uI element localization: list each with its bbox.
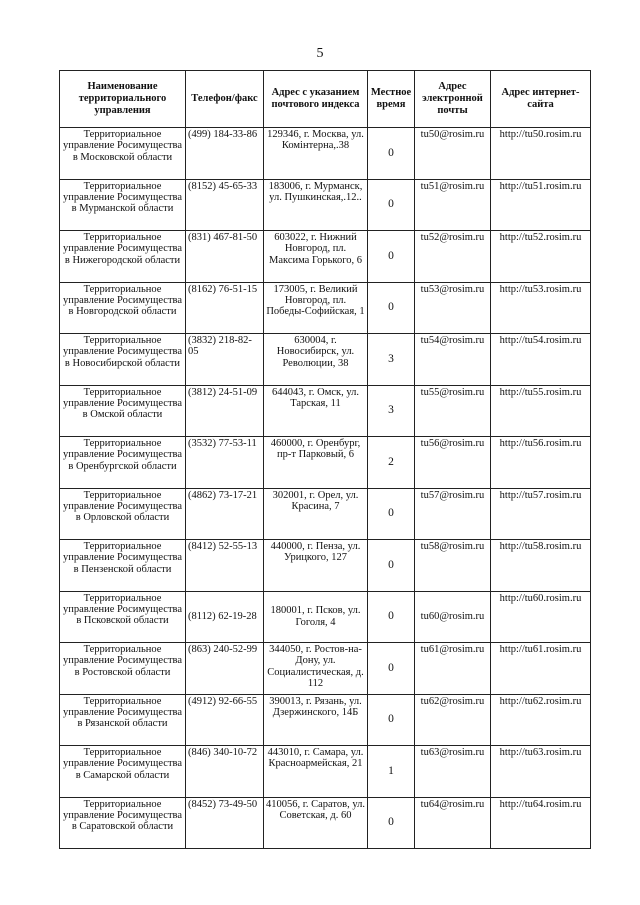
office-name: Территориальное управление Росимущества в Новгородской области (60, 282, 186, 334)
office-address: 129346, г. Москва, ул. Комінтерна,.38 (264, 128, 368, 180)
office-address: 644043, г. Омск, ул. Тарская, 11 (264, 385, 368, 437)
office-email: tu63@rosim.ru (415, 746, 491, 798)
office-phone: (3532) 77-53-11 (186, 437, 264, 489)
office-email: tu52@rosim.ru (415, 231, 491, 283)
office-local-time: 0 (368, 231, 415, 283)
office-address: 440000, г. Пенза, ул. Урицкого, 127 (264, 540, 368, 592)
header-local-time: Местное время (368, 71, 415, 128)
office-name: Территориальное управление Росимущества в Ростовской области (60, 643, 186, 695)
office-local-time: 0 (368, 643, 415, 695)
office-website: http://tu53.rosim.ru (491, 282, 591, 334)
table-row (60, 385, 591, 437)
office-website: http://tu60.rosim.ru (491, 591, 591, 643)
office-address: 180001, г. Псков, ул. Гоголя, 4 (264, 591, 368, 643)
office-email: tu50@rosim.ru (415, 128, 491, 180)
office-website: http://tu54.rosim.ru (491, 334, 591, 386)
office-website: http://tu55.rosim.ru (491, 385, 591, 437)
office-local-time: 3 (368, 334, 415, 386)
office-name: Территориальное управление Росимущества в Новосибирской области (60, 334, 186, 386)
office-local-time: 0 (368, 128, 415, 180)
office-name: Территориальное управление Росимущества в Орловской области (60, 488, 186, 540)
office-phone: (8152) 45-65-33 (186, 179, 264, 231)
office-phone: (8162) 76-51-15 (186, 282, 264, 334)
office-address: 183006, г. Мурманск, ул. Пушкинская,.12.. (264, 179, 368, 231)
table-row (60, 128, 591, 180)
table-row (60, 643, 591, 695)
office-local-time: 2 (368, 437, 415, 489)
office-local-time: 3 (368, 385, 415, 437)
office-website: http://tu51.rosim.ru (491, 179, 591, 231)
office-website: http://tu58.rosim.ru (491, 540, 591, 592)
territorial-offices-table (59, 70, 591, 849)
office-email: tu57@rosim.ru (415, 488, 491, 540)
office-phone: (831) 467-81-50 (186, 231, 264, 283)
office-name: Территориальное управление Росимущества в Омской области (60, 385, 186, 437)
office-website: http://tu62.rosim.ru (491, 694, 591, 746)
office-website: http://tu56.rosim.ru (491, 437, 591, 489)
office-name: Территориальное управление Росимущества в Нижегородской области (60, 231, 186, 283)
header-name: Наименование территориального управления (60, 71, 186, 128)
office-phone: (8112) 62-19-28 (186, 591, 264, 643)
office-phone: (4912) 92-66-55 (186, 694, 264, 746)
office-local-time: 0 (368, 540, 415, 592)
office-phone: (8452) 73-49-50 (186, 797, 264, 849)
office-name: Территориальное управление Росимущества в Рязанской области (60, 694, 186, 746)
table-row (60, 179, 591, 231)
header-row (60, 71, 591, 128)
header-phone: Телефон/факс (186, 71, 264, 128)
header-email: Адрес электронной почты (415, 71, 491, 128)
office-phone: (846) 340-10-72 (186, 746, 264, 798)
office-email: tu64@rosim.ru (415, 797, 491, 849)
office-phone: (4862) 73-17-21 (186, 488, 264, 540)
office-website: http://tu52.rosim.ru (491, 231, 591, 283)
office-email: tu51@rosim.ru (415, 179, 491, 231)
office-address: 603022, г. Нижний Новгород, пл. Максима Горького, 6 (264, 231, 368, 283)
table-row (60, 694, 591, 746)
office-phone: (499) 184-33-86 (186, 128, 264, 180)
office-address: 443010, г. Самара, ул. Красноармейская, 21 (264, 746, 368, 798)
office-phone: (3832) 218-82-05 (186, 334, 264, 386)
office-email: tu58@rosim.ru (415, 540, 491, 592)
office-name: Территориальное управление Росимущества в Псковской области (60, 591, 186, 643)
office-website: http://tu57.rosim.ru (491, 488, 591, 540)
table-header (60, 71, 591, 128)
office-local-time: 0 (368, 488, 415, 540)
office-phone: (863) 240-52-99 (186, 643, 264, 695)
table-row (60, 282, 591, 334)
office-address: 460000, г. Оренбург, пр-т Парковый, 6 (264, 437, 368, 489)
office-email: tu60@rosim.ru (415, 591, 491, 643)
office-name: Территориальное управление Росимущества в Мурманской области (60, 179, 186, 231)
table-row (60, 746, 591, 798)
office-name: Территориальное управление Росимущества в Московской области (60, 128, 186, 180)
office-email: tu54@rosim.ru (415, 334, 491, 386)
table-row (60, 231, 591, 283)
office-local-time: 0 (368, 797, 415, 849)
office-website: http://tu63.rosim.ru (491, 746, 591, 798)
header-website: Адрес интернет-сайта (491, 71, 591, 128)
office-local-time: 0 (368, 282, 415, 334)
table-body (60, 128, 591, 849)
table-row (60, 540, 591, 592)
office-name: Территориальное управление Росимущества в Самарской области (60, 746, 186, 798)
office-email: tu62@rosim.ru (415, 694, 491, 746)
page-number: 5 (316, 46, 324, 61)
header-address: Адрес с указанием почтового индекса (264, 71, 368, 128)
office-address: 344050, г. Ростов-на-Дону, ул. Социалистическая, д. 112 (264, 643, 368, 695)
office-address: 410056, г. Саратов, ул. Советская, д. 60 (264, 797, 368, 849)
table-row (60, 591, 591, 643)
office-email: tu55@rosim.ru (415, 385, 491, 437)
table-row (60, 437, 591, 489)
office-address: 173005, г. Великий Новгород, пл. Победы-Софийская, 1 (264, 282, 368, 334)
office-website: http://tu64.rosim.ru (491, 797, 591, 849)
office-address: 630004, г. Новосибирск, ул. Революции, 38 (264, 334, 368, 386)
office-local-time: 0 (368, 179, 415, 231)
table-row (60, 334, 591, 386)
office-email: tu53@rosim.ru (415, 282, 491, 334)
office-address: 390013, г. Рязань, ул. Дзержинского, 14Б (264, 694, 368, 746)
office-local-time: 1 (368, 746, 415, 798)
office-local-time: 0 (368, 694, 415, 746)
office-address: 302001, г. Орел, ул. Красина, 7 (264, 488, 368, 540)
table-row (60, 797, 591, 849)
office-local-time: 0 (368, 591, 415, 643)
office-email: tu56@rosim.ru (415, 437, 491, 489)
office-name: Территориальное управление Росимущества в Оренбургской области (60, 437, 186, 489)
office-email: tu61@rosim.ru (415, 643, 491, 695)
office-website: http://tu61.rosim.ru (491, 643, 591, 695)
office-phone: (8412) 52-55-13 (186, 540, 264, 592)
office-name: Территориальное управление Росимущества в Саратовской области (60, 797, 186, 849)
table-row (60, 488, 591, 540)
office-website: http://tu50.rosim.ru (491, 128, 591, 180)
office-phone: (3812) 24-51-09 (186, 385, 264, 437)
office-name: Территориальное управление Росимущества в Пензенской области (60, 540, 186, 592)
